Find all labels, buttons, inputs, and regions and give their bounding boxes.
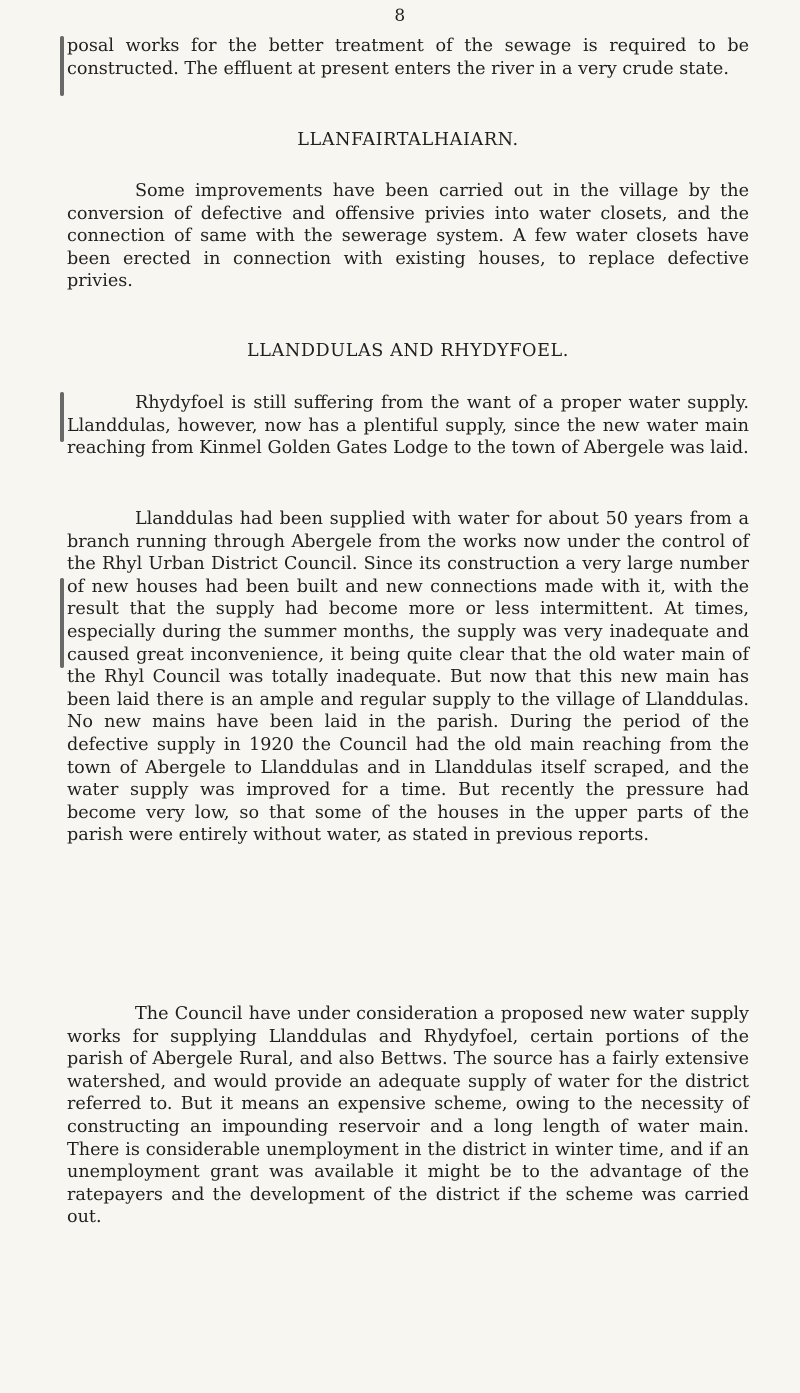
margin-mark [60, 578, 64, 668]
opening-paragraph [67, 35, 749, 80]
rhydyfoel-paragraph [67, 392, 749, 460]
section-heading-llanfairtalhaiarn: LLANFAIRTALHAIARN. [297, 130, 519, 150]
page-number: 8 [394, 6, 406, 26]
llanddulas-history-text: Llanddulas had been supplied with water for about 50 years from a branch running through Abergele from the works now under the control of the Rhyl Urban District Council. Since its construction a very large number of new houses had been built and new connections made with it, with the result that the supply had become more or less intermittent. At times, especially during the summer months, the supply was very inadequate and caused great inconvenience, it being quite clear that the old water main of the Rhyl Council was totally inadequate. But now that this new main has been laid there is an ample and regular supply to the village of Llanddulas. No new mains have been laid in the parish. During the period of the defective supply in 1920 the Council had the old main reaching from the town of Abergele to Llanddulas and in Llanddulas itself scraped, and the water supply was improved for a time. But recently the pressure had become very low, so that some of the houses in the upper parts of the parish were entirely without water, as stated in previous reports. [67, 509, 749, 846]
margin-mark [60, 36, 64, 96]
rhydyfoel-text: Rhydyfoel is still suffering from the want of a proper water supply. Llanddulas, however, now has a plentiful supply, since the new water main reaching from Kinmel Golden Gates Lodge to the town of Abergele was laid. [67, 393, 749, 459]
margin-mark [60, 392, 64, 442]
llanfair-paragraph [67, 180, 749, 293]
llanfair-text: Some improvements have been carried out in the village by the conversion of defective and offensive privies into water closets, and the connection of same with the sewerage system. A few water closets have been erected in connection with existing houses, to replace defective privies. [67, 181, 749, 292]
proposal-text: The Council have under consideration a proposed new water supply works for supplying Llanddulas and Rhydyfoel, certain portions of the parish of Abergele Rural, and also Bettws. The source has a fairly extensive watershed, and would provide an adequate supply of water for the district referred to. But it means an expensive scheme, owing to the necessity of constructing an impounding reservoir and a long length of water main. There is considerable unemployment in the district in winter time, and if an unemployment grant was available it might be to the advantage of the ratepayers and the development of the district if the scheme was carried out. [67, 1004, 749, 1228]
section-heading-llanddulas-rhydyfoel: LLANDDULAS AND RHYDYFOEL. [246, 341, 569, 361]
opening-text: posal works for the better treatment of the sewage is required to be constructed. The effluent at present enters the river in a very crude state. [67, 36, 749, 79]
llanddulas-history-paragraph [67, 508, 749, 847]
proposal-paragraph [67, 1003, 749, 1229]
